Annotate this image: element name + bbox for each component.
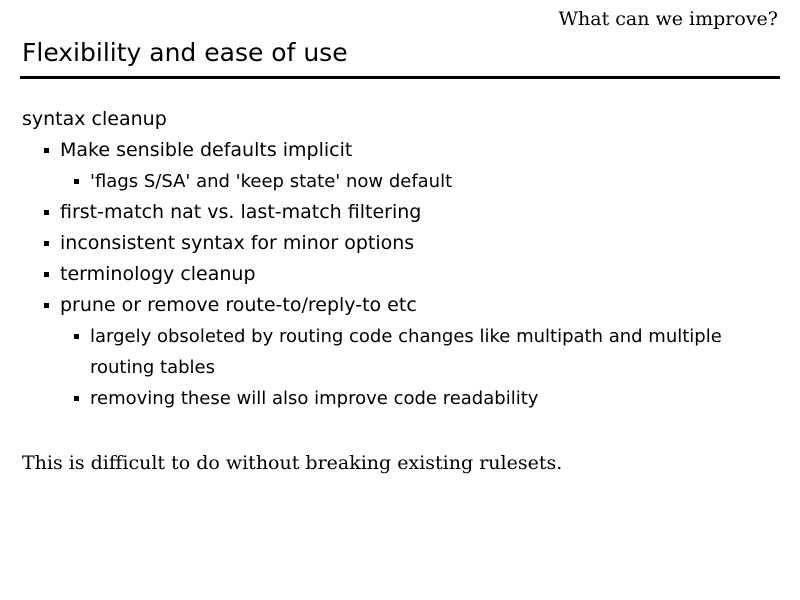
square-bullet-icon: [44, 303, 49, 308]
square-bullet-icon: [74, 396, 79, 401]
list-item-label: 'flags S/SA' and 'keep state' now default: [90, 171, 453, 192]
title-divider: [20, 76, 780, 79]
square-bullet-icon: [74, 179, 79, 184]
list-item: [22, 290, 778, 321]
list-item-label: removing these will also improve code readability: [90, 388, 539, 409]
square-bullet-icon: [74, 334, 79, 339]
list-item-label: first-match nat vs. last-match filtering: [60, 201, 422, 223]
slide-body: [22, 104, 778, 414]
list-item-label: terminology cleanup: [60, 263, 256, 285]
square-bullet-icon: [44, 210, 49, 215]
list-item-label: inconsistent syntax for minor options: [60, 232, 415, 254]
intro-text: syntax cleanup: [22, 108, 167, 130]
list-item: [22, 166, 778, 197]
list-item: [22, 383, 778, 414]
list-item-label: largely obsoleted by routing code changes like multipath and multiple routing tables: [90, 326, 722, 378]
square-bullet-icon: [44, 148, 49, 153]
square-bullet-icon: [44, 272, 49, 277]
closing-statement: This is difficult to do without breaking existing rulesets.: [22, 452, 563, 474]
list-item: [22, 321, 778, 383]
slide-header-note: What can we improve?: [558, 8, 778, 30]
list-item-label: Make sensible defaults implicit: [60, 139, 353, 161]
list-item: [22, 197, 778, 228]
page-title: Flexibility and ease of use: [22, 38, 348, 67]
list-item: [22, 135, 778, 166]
list-item: [22, 259, 778, 290]
square-bullet-icon: [44, 241, 49, 246]
list-item-label: prune or remove route-to/reply-to etc: [60, 294, 417, 316]
list-item: [22, 104, 778, 135]
list-item: [22, 228, 778, 259]
